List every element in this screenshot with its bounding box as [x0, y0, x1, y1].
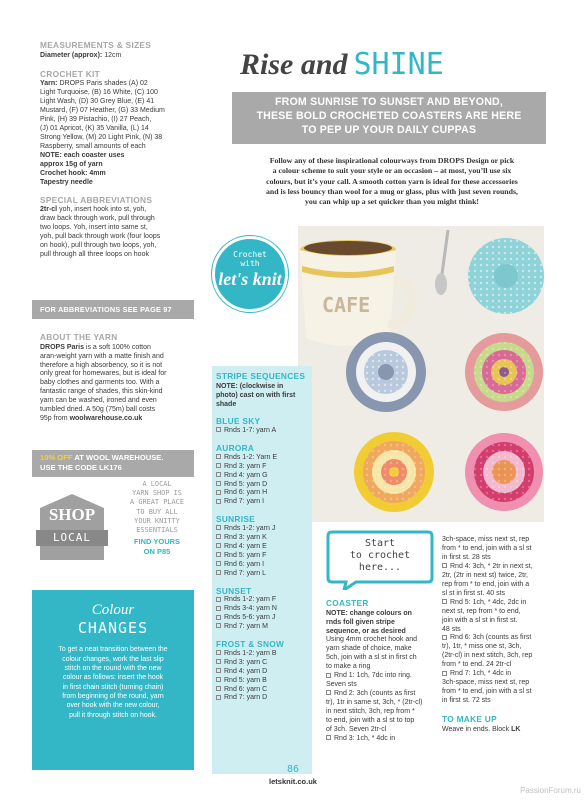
- about-yarn-line: aran-weight yarn with a matte finish and: [40, 352, 164, 360]
- stripe-group-name: FROST & SNOW: [216, 639, 285, 650]
- subtitle-line: TO PEP UP YOUR DAILY CUPPAS: [301, 124, 477, 137]
- kit-line: (J) 01 Apricot, (K) 35 Vanilla, (L) 14: [40, 124, 149, 132]
- checkbox-icon[interactable]: [216, 499, 221, 504]
- local-word: LOCAL: [52, 531, 92, 544]
- about-yarn-line: yarn can be washed, ironed and even: [40, 397, 157, 405]
- subtitle-line: FROM SUNRISE TO SUNSET AND BEYOND,: [274, 96, 504, 108]
- coaster-line: Seven sts: [326, 681, 357, 689]
- measurements-text: Diameter (approx): 12cm: [40, 51, 122, 59]
- stripe-round: Rnd 6: yarn I: [216, 561, 312, 570]
- instruction-line: 3ch-space, miss next st, rep: [442, 536, 530, 543]
- stripe-note-line: shade: [216, 400, 237, 408]
- kit-line: Strong Yellow, (M) 20 Light Pink, (N) 38: [40, 133, 163, 141]
- shop-local-text: [116, 480, 198, 557]
- abbreviation-line: 2tr-cl yoh, insert hook into st, yoh,: [40, 206, 147, 214]
- coaster-frost-snow: [346, 332, 426, 412]
- about-yarn-line: 95p from woolwarehouse.co.uk: [40, 415, 143, 423]
- page-title: [240, 46, 540, 86]
- stripe-group-name: AURORA: [216, 443, 255, 454]
- instruction-line: 3ch-space, miss next st, rep: [442, 679, 530, 687]
- coaster-line: in next stitch, 3ch, rep from *: [326, 708, 415, 716]
- checkbox-icon[interactable]: [216, 561, 221, 566]
- kit-line: Pink, (H) 39 Pistachio, (I) 27 Peach,: [40, 115, 152, 123]
- stripe-round: Rnd 3: yarn K: [216, 534, 312, 543]
- subtitle-line: THESE BOLD CROCHETED COASTERS ARE HERE: [256, 110, 522, 123]
- intro-line: Follow any of these inspirational colourways from DROPS Design or pick: [269, 156, 515, 165]
- coaster-blue-sky: [468, 238, 544, 314]
- instruction-line: next st, rep from * to end,: [442, 607, 521, 615]
- checkbox-icon[interactable]: [216, 623, 221, 628]
- checkbox-icon[interactable]: [216, 534, 221, 539]
- checkbox-icon[interactable]: [216, 463, 221, 468]
- checkbox-icon[interactable]: [216, 490, 221, 495]
- checkbox-icon[interactable]: [216, 552, 221, 557]
- coaster-line: Rnd 3: 1ch, * 4dc in: [326, 735, 438, 744]
- instruction-line: from * to end, join with a sl st: [442, 544, 532, 552]
- stripe-round: Rnds 3-4: yarn N: [216, 605, 312, 614]
- colour-changes-line: colour changes, work the last slip: [62, 655, 164, 663]
- shop-local-line: A GREAT PLACE: [130, 498, 184, 507]
- coaster-line: of 3ch. Seven 2tr-cl: [326, 726, 387, 733]
- find-yours: FIND YOURS ON P85: [133, 537, 181, 556]
- abbreviation-line: draw back through work, pull through: [40, 215, 155, 223]
- shop-local-line: ESSENTIALS: [136, 525, 178, 534]
- coaster-line: 5ch, join with a sl st in first ch: [326, 654, 417, 662]
- kit-line: Mustard, (F) 07 Heather, (G) 33 Medium: [40, 107, 165, 115]
- instruction-line: Rnd 4: 3ch, * 2tr in next st,: [442, 563, 554, 572]
- shop-local-line: YARN SHOP IS: [132, 489, 182, 498]
- instruction-line: in first st. 28 sts: [442, 553, 491, 561]
- stripe-round: Rnds 1-2: yarn B: [216, 650, 312, 659]
- about-yarn-line: tumbled dried. A 50g (75m) ball costs: [40, 406, 156, 414]
- crochet-kit-text: [40, 80, 200, 187]
- right-instructions: [442, 536, 554, 735]
- kit-line: Crochet hook: 4mm: [40, 169, 106, 177]
- colour-changes-line: in first chain stitch (turning chain): [62, 683, 164, 691]
- stripe-note-line: NOTE: (clockwise in: [216, 382, 284, 390]
- coasters-photo: [298, 226, 544, 522]
- checkbox-icon[interactable]: [216, 606, 221, 611]
- abbreviations-text: [40, 206, 200, 260]
- stripe-round: Rnd 7: yarn I: [216, 498, 312, 507]
- about-yarn-line: DROPS Paris is a soft 100% cotton: [40, 343, 151, 351]
- coaster-line: sequence, or as desired: [326, 627, 406, 635]
- intro-line: and is less bouncy than wool for a mug or glass, plus with just seven rounds,: [266, 186, 518, 196]
- colour-changes-line: colour as follows: insert the hook: [63, 674, 163, 682]
- stripe-group-name: SUNSET: [216, 585, 252, 596]
- checkbox-icon[interactable]: [216, 668, 221, 673]
- colour-changes-box: [32, 590, 194, 770]
- end-mark: LK: [511, 725, 521, 733]
- stripe-group-name: BLUE SKY: [216, 416, 261, 427]
- start-text: Start to crochet here...: [349, 538, 411, 573]
- about-yarn-text: [40, 344, 200, 425]
- about-yarn-line: fantastic range of shades, this skin-kind: [40, 388, 163, 396]
- checkbox-icon[interactable]: [216, 454, 221, 459]
- shop-local-line: A LOCAL: [142, 480, 172, 488]
- stripe-round: Rnd 6: yarn C: [216, 686, 312, 695]
- checkbox-icon[interactable]: [216, 659, 221, 664]
- measurements-heading: MEASUREMENTS & SIZES: [40, 40, 152, 50]
- instruction-line: rep from * to end, join with a: [442, 580, 530, 588]
- badge-crochet: Crochet with: [233, 250, 267, 268]
- stripe-heading: STRIPE SEQUENCES: [216, 371, 306, 381]
- coaster-line: NOTE: change colours on: [326, 609, 412, 617]
- stripe-round: Rnd 3: yarn C: [216, 659, 312, 668]
- offer-code: USE THE CODE LK176: [40, 462, 122, 472]
- colour-changes-line: stitch on the round with the new: [64, 665, 162, 672]
- instruction-line: join with a sl st in first st.: [442, 616, 518, 624]
- checkbox-icon[interactable]: [216, 525, 221, 530]
- stripe-sequences-box: [212, 366, 312, 774]
- instruction-line: in first st. 72 sts: [442, 697, 491, 705]
- site-url: letsknit.co.uk: [269, 776, 317, 786]
- kit-line: Yarn: DROPS Paris shades (A) 02: [40, 80, 148, 88]
- instruction-line: sl st in first st. 40 sts: [442, 589, 506, 597]
- stripe-round: Rnd 3: yarn F: [216, 463, 312, 472]
- checkbox-icon[interactable]: [216, 650, 221, 655]
- colour-changes-line: pull it through stitch on hook.: [69, 711, 157, 719]
- changes-title: CHANGES: [77, 619, 149, 638]
- coasters-illustration: [298, 226, 544, 522]
- stripe-round: Rnd 4: yarn D: [216, 668, 312, 677]
- stripe-round: Rnd 7: yarn L: [216, 570, 312, 579]
- abbreviations-heading: SPECIAL ABBREVIATIONS: [40, 194, 153, 205]
- checkbox-icon[interactable]: [216, 427, 221, 432]
- lets-knit-badge: [212, 236, 288, 312]
- instruction-line: Rnd 6: 3ch (counts as first: [442, 634, 554, 643]
- stripe-round: Rnd 6: yarn H: [216, 489, 312, 498]
- colour-changes-line: To get a neat transition between the: [58, 646, 168, 654]
- intro-line: colours, but it’s your call. A smooth cotton yarn is ideal for these accessories: [266, 176, 518, 186]
- left-column: [40, 40, 200, 260]
- make-up-text: Weave in ends. Block LK: [442, 725, 521, 733]
- crochet-kit-heading: CROCHET KIT: [40, 68, 100, 79]
- coaster-line: Rnd 1: 1ch, 7dc into ring.: [326, 672, 438, 681]
- coaster-sunset: [465, 433, 543, 511]
- checkbox-icon[interactable]: [216, 597, 221, 602]
- checkbox-icon[interactable]: [216, 695, 221, 700]
- make-up-heading: TO MAKE UP: [442, 714, 497, 725]
- about-yarn-line: therefore a high absorbency, so it is not: [40, 361, 163, 369]
- coaster-sunrise: [354, 432, 434, 512]
- intro-line: a colour scheme to suit your style or an occasion – at most, you’ll use six: [272, 166, 512, 176]
- abbreviation-line: on hook), pull through two loops, yoh,: [40, 242, 157, 250]
- stripe-round: Rnd 5: yarn D: [216, 481, 312, 490]
- intro-line: you can whip up a set quicker than you might think!: [304, 197, 480, 207]
- kit-line: NOTE: each coaster uses: [40, 151, 125, 159]
- shop-local-line: TO BUY ALL: [136, 507, 178, 516]
- shop-local-line: YOUR KNITTY: [134, 516, 180, 525]
- colour-changes-line: from beginning of the round, yarn: [62, 692, 164, 700]
- instruction-line: from * to end. 24 2tr-cl: [442, 661, 512, 669]
- watermark: PassionForum.ru: [520, 786, 581, 795]
- coaster-line: rnds foll given stripe: [326, 618, 395, 626]
- stripe-round: Rnds 1-7: yarn A: [216, 427, 312, 436]
- page-number: 86: [286, 764, 300, 775]
- coaster-heading: COASTER: [326, 598, 369, 608]
- title-italic: Rise and: [240, 48, 348, 81]
- checkbox-icon[interactable]: [216, 677, 221, 682]
- checkbox-icon[interactable]: [216, 543, 221, 548]
- instruction-line: Rnd 7: 1ch, * 4dc in: [442, 670, 554, 679]
- stripe-round: Rnds 1-2: yarn J: [216, 525, 312, 534]
- coaster-line: to make a ring: [326, 663, 371, 671]
- subtitle-box: [232, 92, 546, 144]
- stripe-round: Rnds 5-6: yarn J: [216, 614, 312, 623]
- coaster-instructions: [326, 598, 438, 744]
- shop-badge-icon: [34, 490, 110, 566]
- stripe-round: Rnd 5: yarn F: [216, 552, 312, 561]
- kit-line: approx 15g of yarn: [40, 160, 103, 168]
- checkbox-icon[interactable]: [216, 481, 221, 486]
- coaster-line: tr), 1tr in same st, 3ch, * (2tr-cl): [326, 699, 423, 707]
- stripe-note-line: photo) cast on with first: [216, 391, 296, 399]
- stripe-group-name: SUNRISE: [216, 514, 255, 525]
- stripe-round: Rnd 7: yarn D: [216, 694, 312, 703]
- colour-title: Colour: [91, 602, 135, 618]
- stripe-round: Rnds 1-2: yarn F: [216, 596, 312, 605]
- stripe-round: Rnd 5: yarn B: [216, 677, 312, 686]
- checkbox-icon[interactable]: [216, 570, 221, 575]
- offer-bar: [32, 450, 194, 477]
- kit-line: Tapestry needle: [40, 178, 93, 186]
- colour-changes-line: over hook with the new colour,: [66, 702, 160, 710]
- instruction-line: tr), 1tr, * miss one st, 3ch,: [442, 643, 522, 651]
- shop-word: SHOP: [48, 505, 96, 524]
- coaster-line: to end, join with a sl st to top: [326, 717, 415, 725]
- start-bubble: [324, 528, 434, 590]
- abbreviation-line: two loops. Yoh, insert into same st,: [40, 224, 148, 232]
- stripe-round: Rnd 4: yarn E: [216, 543, 312, 552]
- mug-text: CAFE: [322, 293, 371, 317]
- kit-line: Light Wash, (D) 30 Grey Blue, (E) 41: [40, 98, 155, 106]
- stripe-round: Rnds 1-2: Yarn E: [216, 454, 312, 463]
- instruction-line: (2tr-cl) in next stitch, 3ch, rep: [442, 652, 533, 660]
- coaster-aurora: [465, 333, 543, 411]
- page-footer: [256, 764, 330, 786]
- about-yarn: [40, 332, 200, 424]
- title-caps: SHINE: [353, 47, 444, 82]
- about-yarn-line: baby clothes and garments too. With a: [40, 379, 160, 387]
- abbreviation-line: yoh, pull back through work (four loops: [40, 233, 161, 241]
- kit-line: Light Turquoise, (B) 16 White, (C) 100: [40, 89, 158, 97]
- about-yarn-line: only great for homewares, but is ideal for: [40, 370, 167, 378]
- instruction-line: 2tr, (2tr in next st) twice, 2tr,: [442, 571, 528, 579]
- coaster-line: Rnd 2: 3ch (counts as first: [326, 690, 438, 699]
- coaster-line: yarn shade of choice, make: [326, 645, 412, 653]
- checkbox-icon[interactable]: [216, 615, 221, 620]
- offer-text: AT WOOL WAREHOUSE.: [72, 453, 164, 462]
- instruction-line: Rnd 5: 1ch, * 4dc, 2dc in: [442, 599, 554, 608]
- lets-knit-logo: let's knit: [218, 268, 282, 289]
- stripe-note: [216, 383, 312, 410]
- shop-local-badge: [34, 490, 110, 566]
- abbreviations-bar: FOR ABBREVIATIONS SEE PAGE 97: [32, 300, 194, 319]
- about-yarn-heading: ABOUT THE YARN: [40, 332, 118, 342]
- abbreviation-line: pull through all three loops on hook: [40, 250, 149, 258]
- offer-highlight: 10% OFF: [40, 453, 73, 462]
- kit-line: Raspberry, small amounts of each: [40, 142, 146, 150]
- instruction-line: 48 sts: [442, 625, 461, 633]
- instruction-line: from * to end, join with a sl st: [442, 688, 532, 696]
- checkbox-icon[interactable]: [216, 472, 221, 477]
- checkbox-icon[interactable]: [216, 686, 221, 691]
- intro-text: [226, 156, 558, 207]
- coaster-line: Using 4mm crochet hook and: [326, 636, 418, 644]
- stripe-round: Rnd 4: yarn G: [216, 472, 312, 481]
- stripe-round: Rnd 7: yarn M: [216, 623, 312, 632]
